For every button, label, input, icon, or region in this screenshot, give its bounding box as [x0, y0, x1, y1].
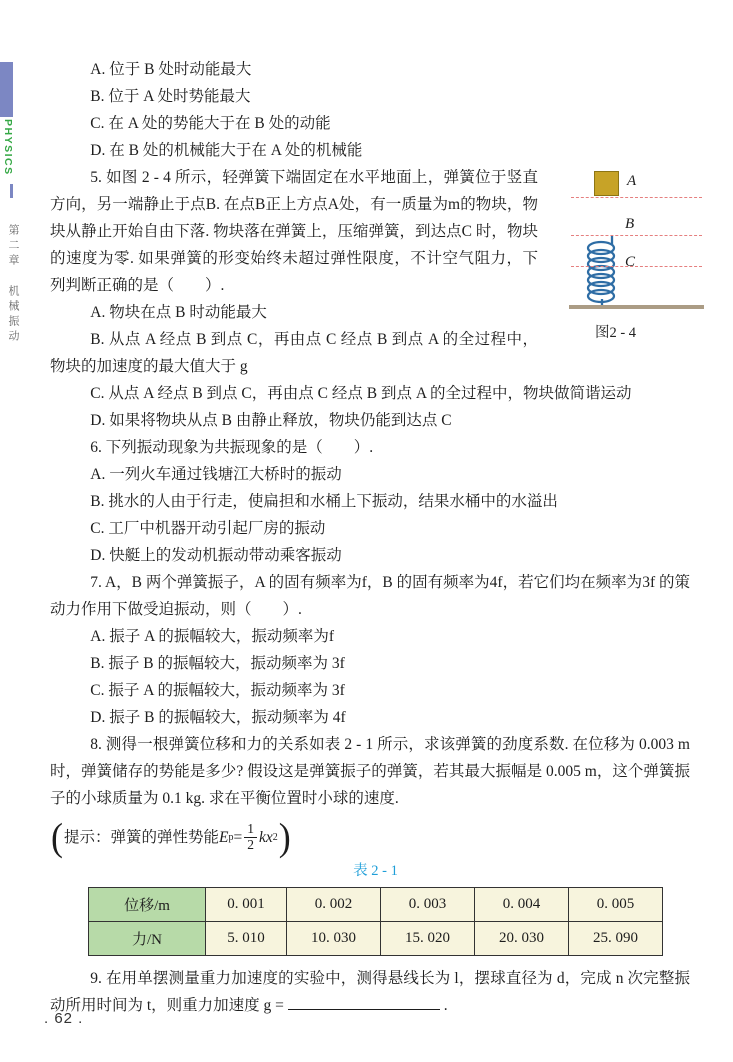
table-cell: 0. 003	[380, 888, 474, 922]
sidebar-divider-line	[10, 184, 13, 198]
kx-term: kx	[258, 828, 273, 846]
row-header-displacement: 位移/m	[89, 888, 206, 922]
page-number: . 62 .	[44, 1010, 84, 1027]
q4-option-a: A. 位于 B 处时动能最大	[90, 61, 252, 78]
exercise-content	[50, 56, 690, 1019]
figure-label-c: C	[625, 254, 636, 270]
question-5: 5. 如图 2 - 4 所示，轻弹簧下端固定在水平地面上，弹簧位于竖直方向，另一端静止于点B. 在点B正上方点A处，有一质量为m的物块，物块从静止开始自由下落. 物块落在弹簧上，压缩弹簧，到达点C 时，物块的速度为零. 如果弹簧的形变始终未超过弹性限度，不计空气阻力，下列判断正确的是（ ）.	[50, 169, 538, 294]
question-9	[50, 965, 690, 1019]
q5-option-b: B. 从点 A 经点 B 到点 C，再由点 C 经点 B 到点 A 的全过程中，物块的加速度的最大值大于 g	[50, 331, 538, 375]
table-cell: 5. 010	[206, 922, 287, 956]
table-caption: 表 2 - 1	[353, 863, 398, 879]
hint-label: 提示：弹簧的弹性势能	[64, 828, 220, 846]
q7-option-c: C. 振子 A 的振幅较大，振动频率为 3f	[90, 682, 345, 699]
q6-option-c: C. 工厂中机器开动引起厂房的振动	[90, 520, 326, 537]
chapter-title: 机械振动	[7, 285, 19, 345]
table-cell: 0. 005	[568, 888, 662, 922]
equals-sign: =	[233, 828, 243, 846]
q9-text: 9. 在用单摆测量重力加速度的实验中，测得悬线长为 l，摆球直径为 d，完成 n 次完整振动所用时间为 t，则重力加速度 g =	[50, 970, 690, 1014]
table-cell: 10. 030	[286, 922, 380, 956]
sidebar-chapter	[5, 224, 20, 345]
q6-option-b: B. 挑水的人由于行走，使扁担和水桶上下振动，结果水桶中的水溢出	[90, 493, 558, 510]
table-2-1	[88, 887, 663, 956]
q5-option-c: C. 从点 A 经点 B 到点 C，再由点 C 经点 B 到点 A 的全过程中，物块做简谐运动	[90, 385, 632, 402]
q4-option-d: D. 在 B 处的机械能大于在 A 处的机械能	[90, 142, 363, 159]
question-6: 6. 下列振动现象为共振现象的是（ ）.	[90, 439, 374, 456]
q6-option-a: A. 一列火车通过钱塘江大桥时的振动	[90, 466, 342, 483]
row-header-force: 力/N	[89, 922, 206, 956]
table-row-displacement	[89, 888, 663, 922]
table-cell: 25. 090	[568, 922, 662, 956]
figure-caption: 图2 - 4	[594, 325, 637, 341]
question-8: 8. 测得一根弹簧位移和力的关系如表 2 - 1 所示，求该弹簧的劲度系数. 在位移为 0.003 m 时，弹簧储存的势能是多少? 假设这是弹簧振子的弹簧，若其最大振幅是 0.005 m，这个弹簧振子的小球质量为 0.1 kg. 求在平衡位置时小球的速度.	[50, 736, 690, 807]
q9-period: .	[439, 997, 448, 1014]
energy-symbol-sub: p	[228, 831, 234, 843]
q7-option-b: B. 振子 B 的振幅较大，振动频率为 3f	[90, 655, 345, 672]
fraction-one-half	[244, 822, 257, 853]
sidebar-physics-label: PHYSICS	[2, 119, 14, 176]
q4-option-b: B. 位于 A 处时势能最大	[90, 88, 251, 105]
fraction-denominator: 2	[247, 836, 254, 852]
hint-open-paren: (	[51, 815, 63, 859]
table-cell: 15. 020	[380, 922, 474, 956]
energy-symbol: E	[219, 828, 229, 846]
q7-option-d: D. 振子 B 的振幅较大，振动频率为 4f	[90, 709, 346, 726]
q5-option-a: A. 物块在点 B 时动能最大	[90, 304, 267, 321]
table-cell: 0. 002	[286, 888, 380, 922]
q6-option-d: D. 快艇上的发动机振动带动乘客振动	[90, 547, 342, 564]
q5-option-d: D. 如果将物块从点 B 由静止释放，物块仍能到达点 C	[90, 412, 452, 429]
sidebar-accent-rect	[0, 62, 13, 117]
table-row-force	[89, 922, 663, 956]
table-cell: 0. 004	[474, 888, 568, 922]
q7-option-a: A. 振子 A 的振幅较大，振动频率为f	[90, 628, 334, 645]
table-cell: 20. 030	[474, 922, 568, 956]
fraction-numerator: 1	[244, 822, 257, 838]
question-7: 7. A，B 两个弹簧振子，A 的固有频率为f，B 的固有频率为4f，若它们均在频率为3f 的策动力作用下做受迫振动，则（ ）.	[50, 574, 690, 618]
figure-label-b: B	[625, 216, 635, 232]
hint-close-paren: )	[278, 815, 291, 859]
figure-label-a: A	[627, 173, 637, 189]
q4-option-c: C. 在 A 处的势能大于在 B 处的动能	[90, 115, 331, 132]
table-cell: 0. 001	[206, 888, 287, 922]
q8-hint-formula	[50, 816, 690, 858]
chapter-number: 第二章	[7, 224, 19, 269]
kx-exponent: 2	[272, 831, 278, 843]
q9-answer-blank	[288, 995, 440, 1010]
